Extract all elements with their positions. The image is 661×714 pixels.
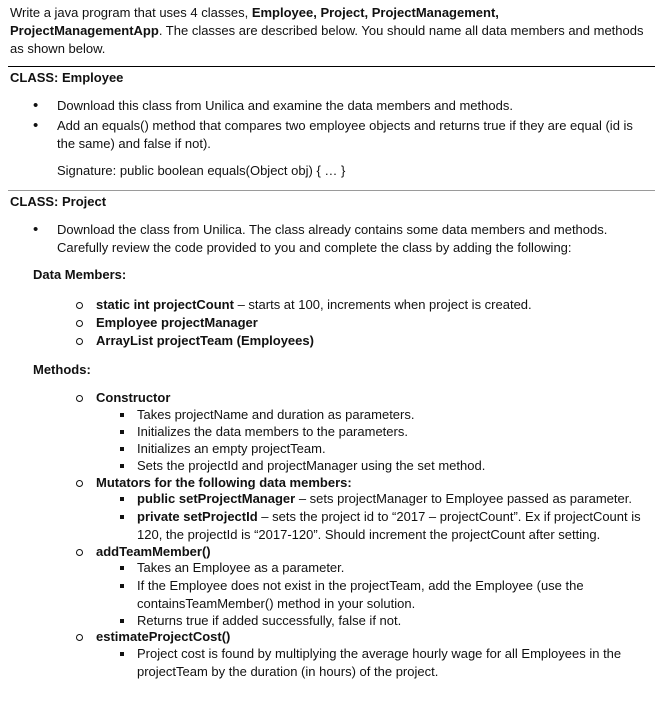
intro-paragraph	[10, 4, 650, 58]
data-member-1: static int projectCount – starts at 100, increments when project is created.	[96, 297, 532, 312]
square-bullet-icon	[120, 566, 124, 570]
constructor-item-2: Initializes the data members to the parameters.	[137, 424, 408, 439]
estimate-item-1: Project cost is found by multiplying the average hourly wage for all Employees in the projectTeam by the duration (in hours) of the project.	[137, 646, 622, 679]
divider	[8, 190, 655, 191]
circle-bullet-icon	[76, 480, 83, 487]
circle-bullet-icon	[76, 549, 83, 556]
intro-text: Write a java program that uses 4 classes,	[10, 5, 252, 20]
square-bullet-icon	[120, 584, 124, 588]
square-bullet-icon	[120, 515, 124, 519]
data-member-2: Employee projectManager	[96, 315, 258, 330]
circle-bullet-icon	[76, 634, 83, 641]
square-bullet-icon	[120, 413, 124, 417]
mutator-1: public setProjectManager – sets projectManager to Employee passed as parameter.	[137, 491, 632, 506]
circle-bullet-icon	[76, 338, 83, 345]
square-bullet-icon	[120, 447, 124, 451]
mutators-title: Mutators for the following data members:	[96, 475, 352, 490]
bullet-icon: •	[33, 117, 39, 134]
intro-app-class: ProjectManagementApp	[10, 23, 159, 38]
add-item-1: Takes an Employee as a parameter.	[137, 560, 345, 575]
employee-header: CLASS: Employee	[10, 70, 124, 85]
square-bullet-icon	[120, 619, 124, 623]
employee-bullet-2: Add an equals() method that compares two employee objects and returns true if they are equal (id is the same) and false if not).	[57, 118, 633, 151]
circle-bullet-icon	[76, 395, 83, 402]
data-member-3: ArrayList projectTeam (Employees)	[96, 333, 314, 348]
intro-text-end: . The classes are described below. You should name all data members and methods as shown below.	[10, 23, 644, 56]
square-bullet-icon	[120, 652, 124, 656]
circle-bullet-icon	[76, 320, 83, 327]
square-bullet-icon	[120, 497, 124, 501]
bullet-icon: •	[33, 97, 39, 114]
project-bullet-1: Download the class from Unilica. The class already contains some data members and methods. Carefully review the code provided to you and complete the class by adding the following:	[57, 222, 608, 255]
mutator-2: private setProjectId – sets the project id to “2017 – projectCount”. Ex if projectCount is 120, the projectId is “2017-120”. Should increment the projectCount after setting.	[137, 509, 641, 542]
circle-bullet-icon	[76, 302, 83, 309]
data-members-title: Data Members:	[33, 267, 127, 282]
add-team-member-title: addTeamMember()	[96, 544, 211, 559]
employee-bullet-1: Download this class from Unilica and examine the data members and methods.	[57, 98, 513, 113]
add-item-2: If the Employee does not exist in the projectTeam, add the Employee (use the containsTeamMember() method in your solution.	[137, 578, 584, 611]
intro-classes: Employee, Project, ProjectManagement,	[251, 5, 499, 20]
constructor-item-3: Initializes an empty projectTeam.	[137, 441, 326, 456]
employee-signature: Signature: public boolean equals(Object obj) { … }	[57, 163, 346, 178]
divider	[8, 66, 655, 67]
constructor-item-1: Takes projectName and duration as parameters.	[137, 407, 415, 422]
constructor-item-4: Sets the projectId and projectManager using the set method.	[137, 458, 486, 473]
square-bullet-icon	[120, 430, 124, 434]
square-bullet-icon	[120, 464, 124, 468]
add-item-3: Returns true if added successfully, false if not.	[137, 613, 402, 628]
constructor-title: Constructor	[96, 390, 171, 405]
project-header: CLASS: Project	[10, 194, 107, 209]
methods-title: Methods:	[33, 362, 91, 377]
estimate-cost-title: estimateProjectCost()	[96, 629, 231, 644]
bullet-icon: •	[33, 221, 39, 238]
